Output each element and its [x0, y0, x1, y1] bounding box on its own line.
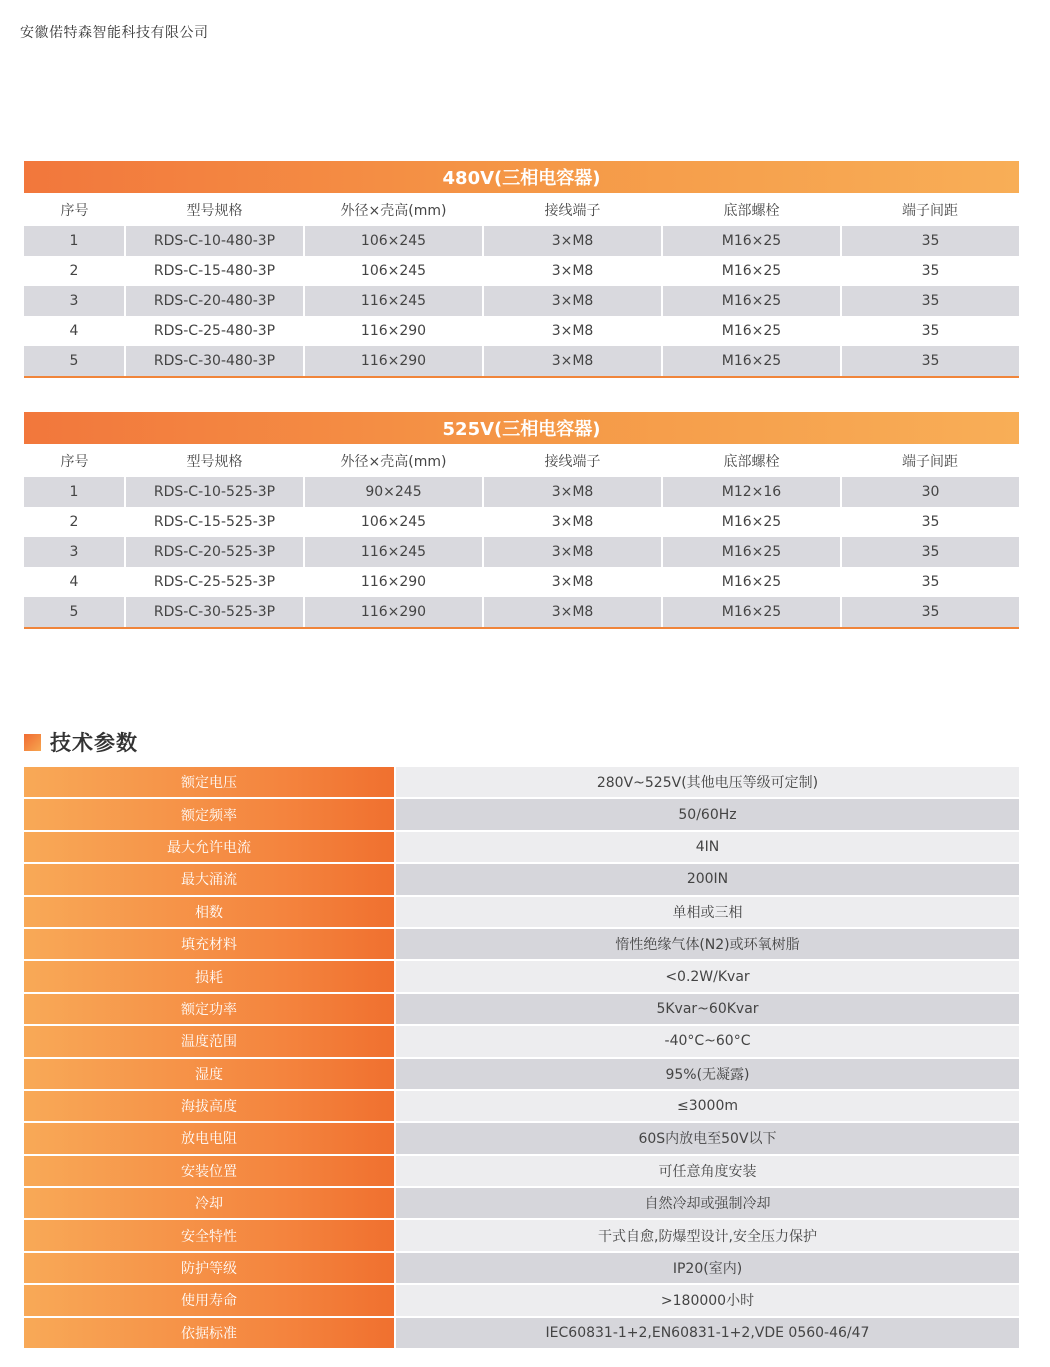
table-cell: 1: [24, 477, 125, 507]
table-cell: 3×M8: [483, 567, 662, 597]
param-row: [24, 1091, 1019, 1121]
param-row: [24, 961, 1019, 991]
table-cell: RDS-C-15-480-3P: [125, 256, 304, 286]
column-header: 底部螺栓: [723, 453, 780, 470]
table-row: [24, 537, 1019, 567]
table-cell: 2: [24, 507, 125, 537]
param-name: 依据标准: [24, 1318, 396, 1348]
param-name: 温度范围: [24, 1026, 396, 1056]
table-cell: 116×290: [304, 567, 483, 597]
param-row: [24, 994, 1019, 1024]
column-header: 型号规格: [186, 202, 243, 219]
param-name: 海拔高度: [24, 1091, 396, 1121]
column-header: 外径×壳高(mm): [340, 202, 447, 219]
param-row: [24, 1188, 1019, 1218]
table-cell: 3×M8: [483, 286, 662, 316]
table-cell: RDS-C-20-525-3P: [125, 537, 304, 567]
table-cell: 5: [24, 597, 125, 628]
column-header: 接线端子: [544, 453, 601, 470]
param-row: [24, 864, 1019, 894]
param-row: [24, 1318, 1019, 1348]
table-header-row: [24, 193, 1019, 226]
table-cell: 116×245: [304, 286, 483, 316]
table-cell: 30: [841, 477, 1019, 507]
table-cell: 3×M8: [483, 537, 662, 567]
table-cell: RDS-C-10-480-3P: [125, 226, 304, 256]
param-row: [24, 929, 1019, 959]
table-row: [24, 597, 1019, 628]
table-cell: 35: [841, 507, 1019, 537]
table-row: [24, 226, 1019, 256]
param-name: 防护等级: [24, 1253, 396, 1283]
column-header: 接线端子: [544, 202, 601, 219]
spec-table-480v: [24, 161, 1019, 378]
table-cell: 5: [24, 346, 125, 377]
param-name: 冷却: [24, 1188, 396, 1218]
param-row: [24, 767, 1019, 797]
table-cell: M12×16: [662, 477, 841, 507]
table-row: [24, 286, 1019, 316]
param-row: [24, 832, 1019, 862]
table-cell: M16×25: [662, 597, 841, 628]
column-header: 序号: [60, 202, 89, 219]
param-row: [24, 1059, 1019, 1089]
param-value: IP20(室内): [396, 1253, 1019, 1283]
table-cell: 116×290: [304, 346, 483, 377]
param-row: [24, 897, 1019, 927]
table-cell: 35: [841, 537, 1019, 567]
column-header: 外径×壳高(mm): [340, 453, 447, 470]
table-cell: 3: [24, 537, 125, 567]
table-cell: M16×25: [662, 507, 841, 537]
table-cell: 35: [841, 226, 1019, 256]
param-name: 额定电压: [24, 767, 396, 797]
table-cell: M16×25: [662, 286, 841, 316]
table-cell: 2: [24, 256, 125, 286]
param-value: IEC60831-1+2,EN60831-1+2,VDE 0560-46/47: [396, 1318, 1019, 1348]
table-cell: 35: [841, 567, 1019, 597]
param-value: 惰性绝缘气体(N2)或环氧树脂: [396, 929, 1019, 959]
param-row: [24, 1285, 1019, 1315]
column-header: 序号: [60, 453, 89, 470]
table-cell: 3×M8: [483, 346, 662, 377]
table-row: [24, 316, 1019, 346]
table-cell: 4: [24, 567, 125, 597]
table-cell: 35: [841, 597, 1019, 628]
table-cell: 3×M8: [483, 256, 662, 286]
table-cell: 35: [841, 316, 1019, 346]
param-value: 60S内放电至50V以下: [396, 1123, 1019, 1153]
table-cell: 106×245: [304, 256, 483, 286]
param-name: 填充材料: [24, 929, 396, 959]
table-cell: 3×M8: [483, 226, 662, 256]
table-cell: 1: [24, 226, 125, 256]
table-cell: 35: [841, 346, 1019, 377]
param-value: 可任意角度安装: [396, 1156, 1019, 1186]
param-value: 200IN: [396, 864, 1019, 894]
table-cell: 35: [841, 286, 1019, 316]
param-value: ≤3000m: [396, 1091, 1019, 1121]
table-cell: 3×M8: [483, 477, 662, 507]
param-value: 4IN: [396, 832, 1019, 862]
param-value: 280V~525V(其他电压等级可定制): [396, 767, 1019, 797]
table-cell: 3×M8: [483, 597, 662, 628]
table-cell: RDS-C-30-480-3P: [125, 346, 304, 377]
company-name: 安徽偌特森智能科技有限公司: [20, 25, 209, 41]
param-value: >180000小时: [396, 1285, 1019, 1315]
section-title: 技术参数: [50, 731, 138, 755]
param-name: 湿度: [24, 1059, 396, 1089]
param-value: 50/60Hz: [396, 799, 1019, 829]
param-value: -40°C~60°C: [396, 1026, 1019, 1056]
table-cell: M16×25: [662, 316, 841, 346]
tech-section-heading: [24, 727, 138, 757]
param-value: 单相或三相: [396, 897, 1019, 927]
param-row: [24, 1220, 1019, 1250]
param-row: [24, 1123, 1019, 1153]
param-value: 5Kvar~60Kvar: [396, 994, 1019, 1024]
table-cell: RDS-C-30-525-3P: [125, 597, 304, 628]
table-row: [24, 507, 1019, 537]
table-cell: 106×245: [304, 226, 483, 256]
param-row: [24, 1253, 1019, 1283]
param-value: 干式自愈,防爆型设计,安全压力保护: [396, 1220, 1019, 1250]
table-cell: 3: [24, 286, 125, 316]
table-cell: M16×25: [662, 537, 841, 567]
table-cell: M16×25: [662, 346, 841, 377]
column-header: 端子间距: [902, 202, 958, 219]
table-row: [24, 567, 1019, 597]
table-cell: 35: [841, 256, 1019, 286]
table-cell: 3×M8: [483, 316, 662, 346]
param-name: 相数: [24, 897, 396, 927]
param-name: 额定频率: [24, 799, 396, 829]
param-name: 损耗: [24, 961, 396, 991]
param-name: 安全特性: [24, 1220, 396, 1250]
table-cell: M16×25: [662, 256, 841, 286]
table-header-row: [24, 444, 1019, 477]
param-row: [24, 1156, 1019, 1186]
param-value: 95%(无凝露): [396, 1059, 1019, 1089]
table-cell: 106×245: [304, 507, 483, 537]
table-title: 480V(三相电容器): [24, 161, 1019, 193]
param-row: [24, 799, 1019, 829]
table-cell: 116×290: [304, 316, 483, 346]
table-cell: RDS-C-25-480-3P: [125, 316, 304, 346]
table-row: [24, 256, 1019, 286]
table-cell: RDS-C-10-525-3P: [125, 477, 304, 507]
table-cell: 4: [24, 316, 125, 346]
param-value: 自然冷却或强制冷却: [396, 1188, 1019, 1218]
table-row: [24, 477, 1019, 507]
param-name: 安装位置: [24, 1156, 396, 1186]
table-cell: RDS-C-20-480-3P: [125, 286, 304, 316]
table-cell: 116×245: [304, 537, 483, 567]
column-header: 型号规格: [186, 453, 243, 470]
table-cell: RDS-C-25-525-3P: [125, 567, 304, 597]
square-bullet-icon: [24, 734, 41, 751]
tech-params-table: [24, 765, 1019, 1350]
column-header: 底部螺栓: [723, 202, 780, 219]
column-header: 端子间距: [902, 453, 958, 470]
param-name: 最大涌流: [24, 864, 396, 894]
param-row: [24, 1026, 1019, 1056]
table-cell: M16×25: [662, 567, 841, 597]
param-name: 使用寿命: [24, 1285, 396, 1315]
table-cell: M16×25: [662, 226, 841, 256]
param-name: 额定功率: [24, 994, 396, 1024]
table-cell: 116×290: [304, 597, 483, 628]
table-cell: 3×M8: [483, 507, 662, 537]
table-row: [24, 346, 1019, 377]
param-value: <0.2W/Kvar: [396, 961, 1019, 991]
table-cell: 90×245: [304, 477, 483, 507]
table-title: 525V(三相电容器): [24, 412, 1019, 444]
param-name: 放电电阻: [24, 1123, 396, 1153]
table-cell: RDS-C-15-525-3P: [125, 507, 304, 537]
spec-table-525v: [24, 412, 1019, 629]
param-name: 最大允许电流: [24, 832, 396, 862]
